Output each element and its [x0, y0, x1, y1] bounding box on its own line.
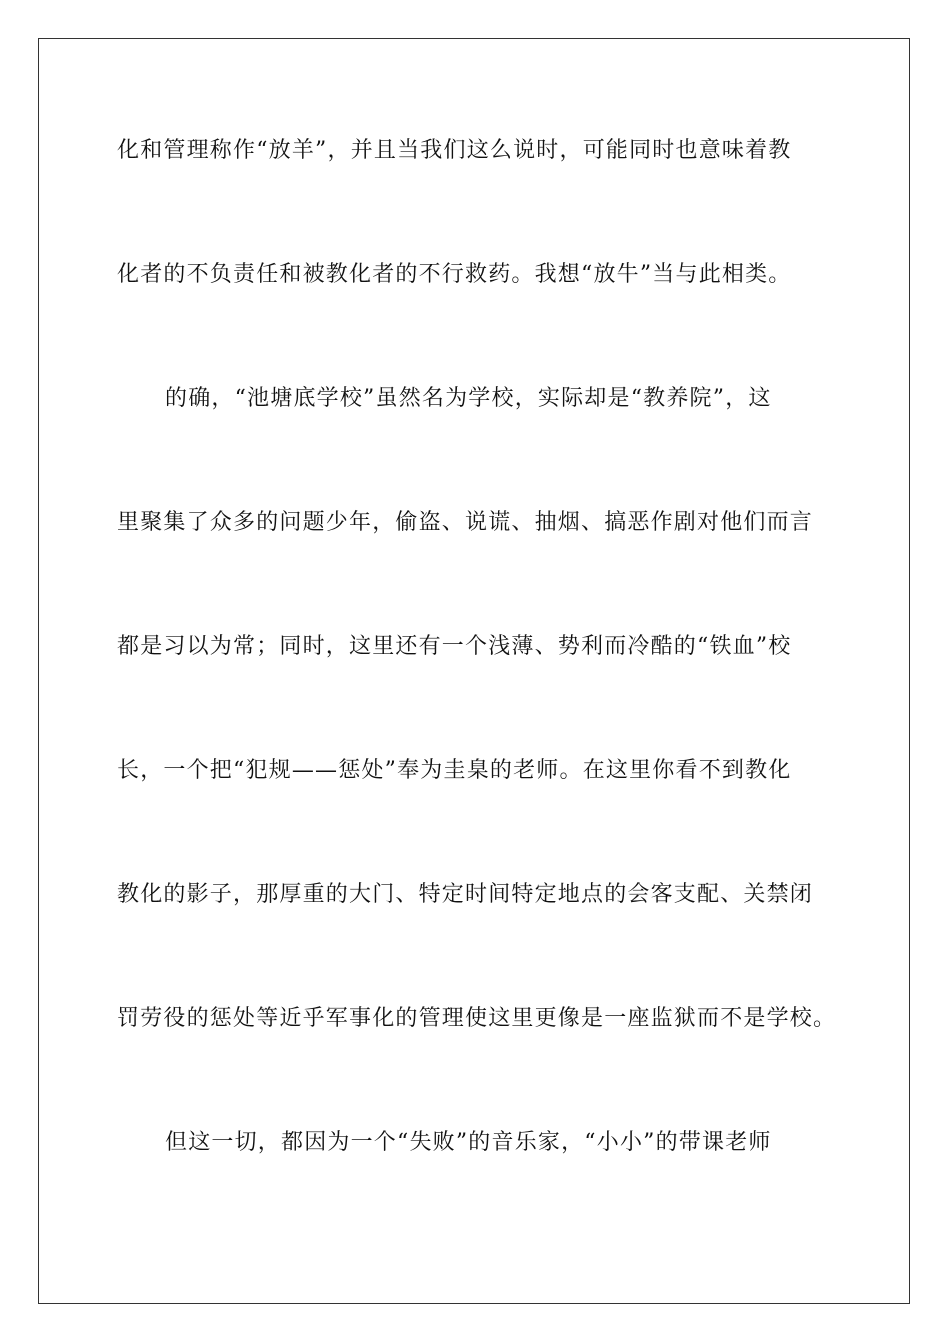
text-line-2: 化者的不负责任和被教化者的不行救药。我想“放牛”当与此相类。 [117, 262, 792, 287]
text-line-4: 里聚集了众多的问题少年，偷盗、说谎、抽烟、搞恶作剧对他们而言 [117, 510, 814, 535]
text-line-5: 都是习以为常；同时，这里还有一个浅薄、势利而冷酷的“铁血”校 [117, 634, 792, 659]
text-line-9: 但这一切，都因为一个“失败”的音乐家，“小小”的带课老师 [165, 1130, 772, 1155]
text-line-1: 化和管理称作“放羊”，并且当我们这么说时，可能同时也意味着教 [117, 138, 792, 163]
text-line-7: 教化的影子，那厚重的大门、特定时间特定地点的会客支配、关禁闭 [117, 882, 814, 907]
text-line-3: 的确，“池塘底学校”虽然名为学校，实际却是“教养院”，这 [165, 386, 772, 411]
page-border [38, 38, 910, 1304]
text-line-6: 长，一个把“犯规——惩处”奉为圭臬的老师。在这里你看不到教化 [117, 758, 792, 783]
text-line-8: 罚劳役的惩处等近乎军事化的管理使这里更像是一座监狱而不是学校。 [117, 1006, 837, 1031]
